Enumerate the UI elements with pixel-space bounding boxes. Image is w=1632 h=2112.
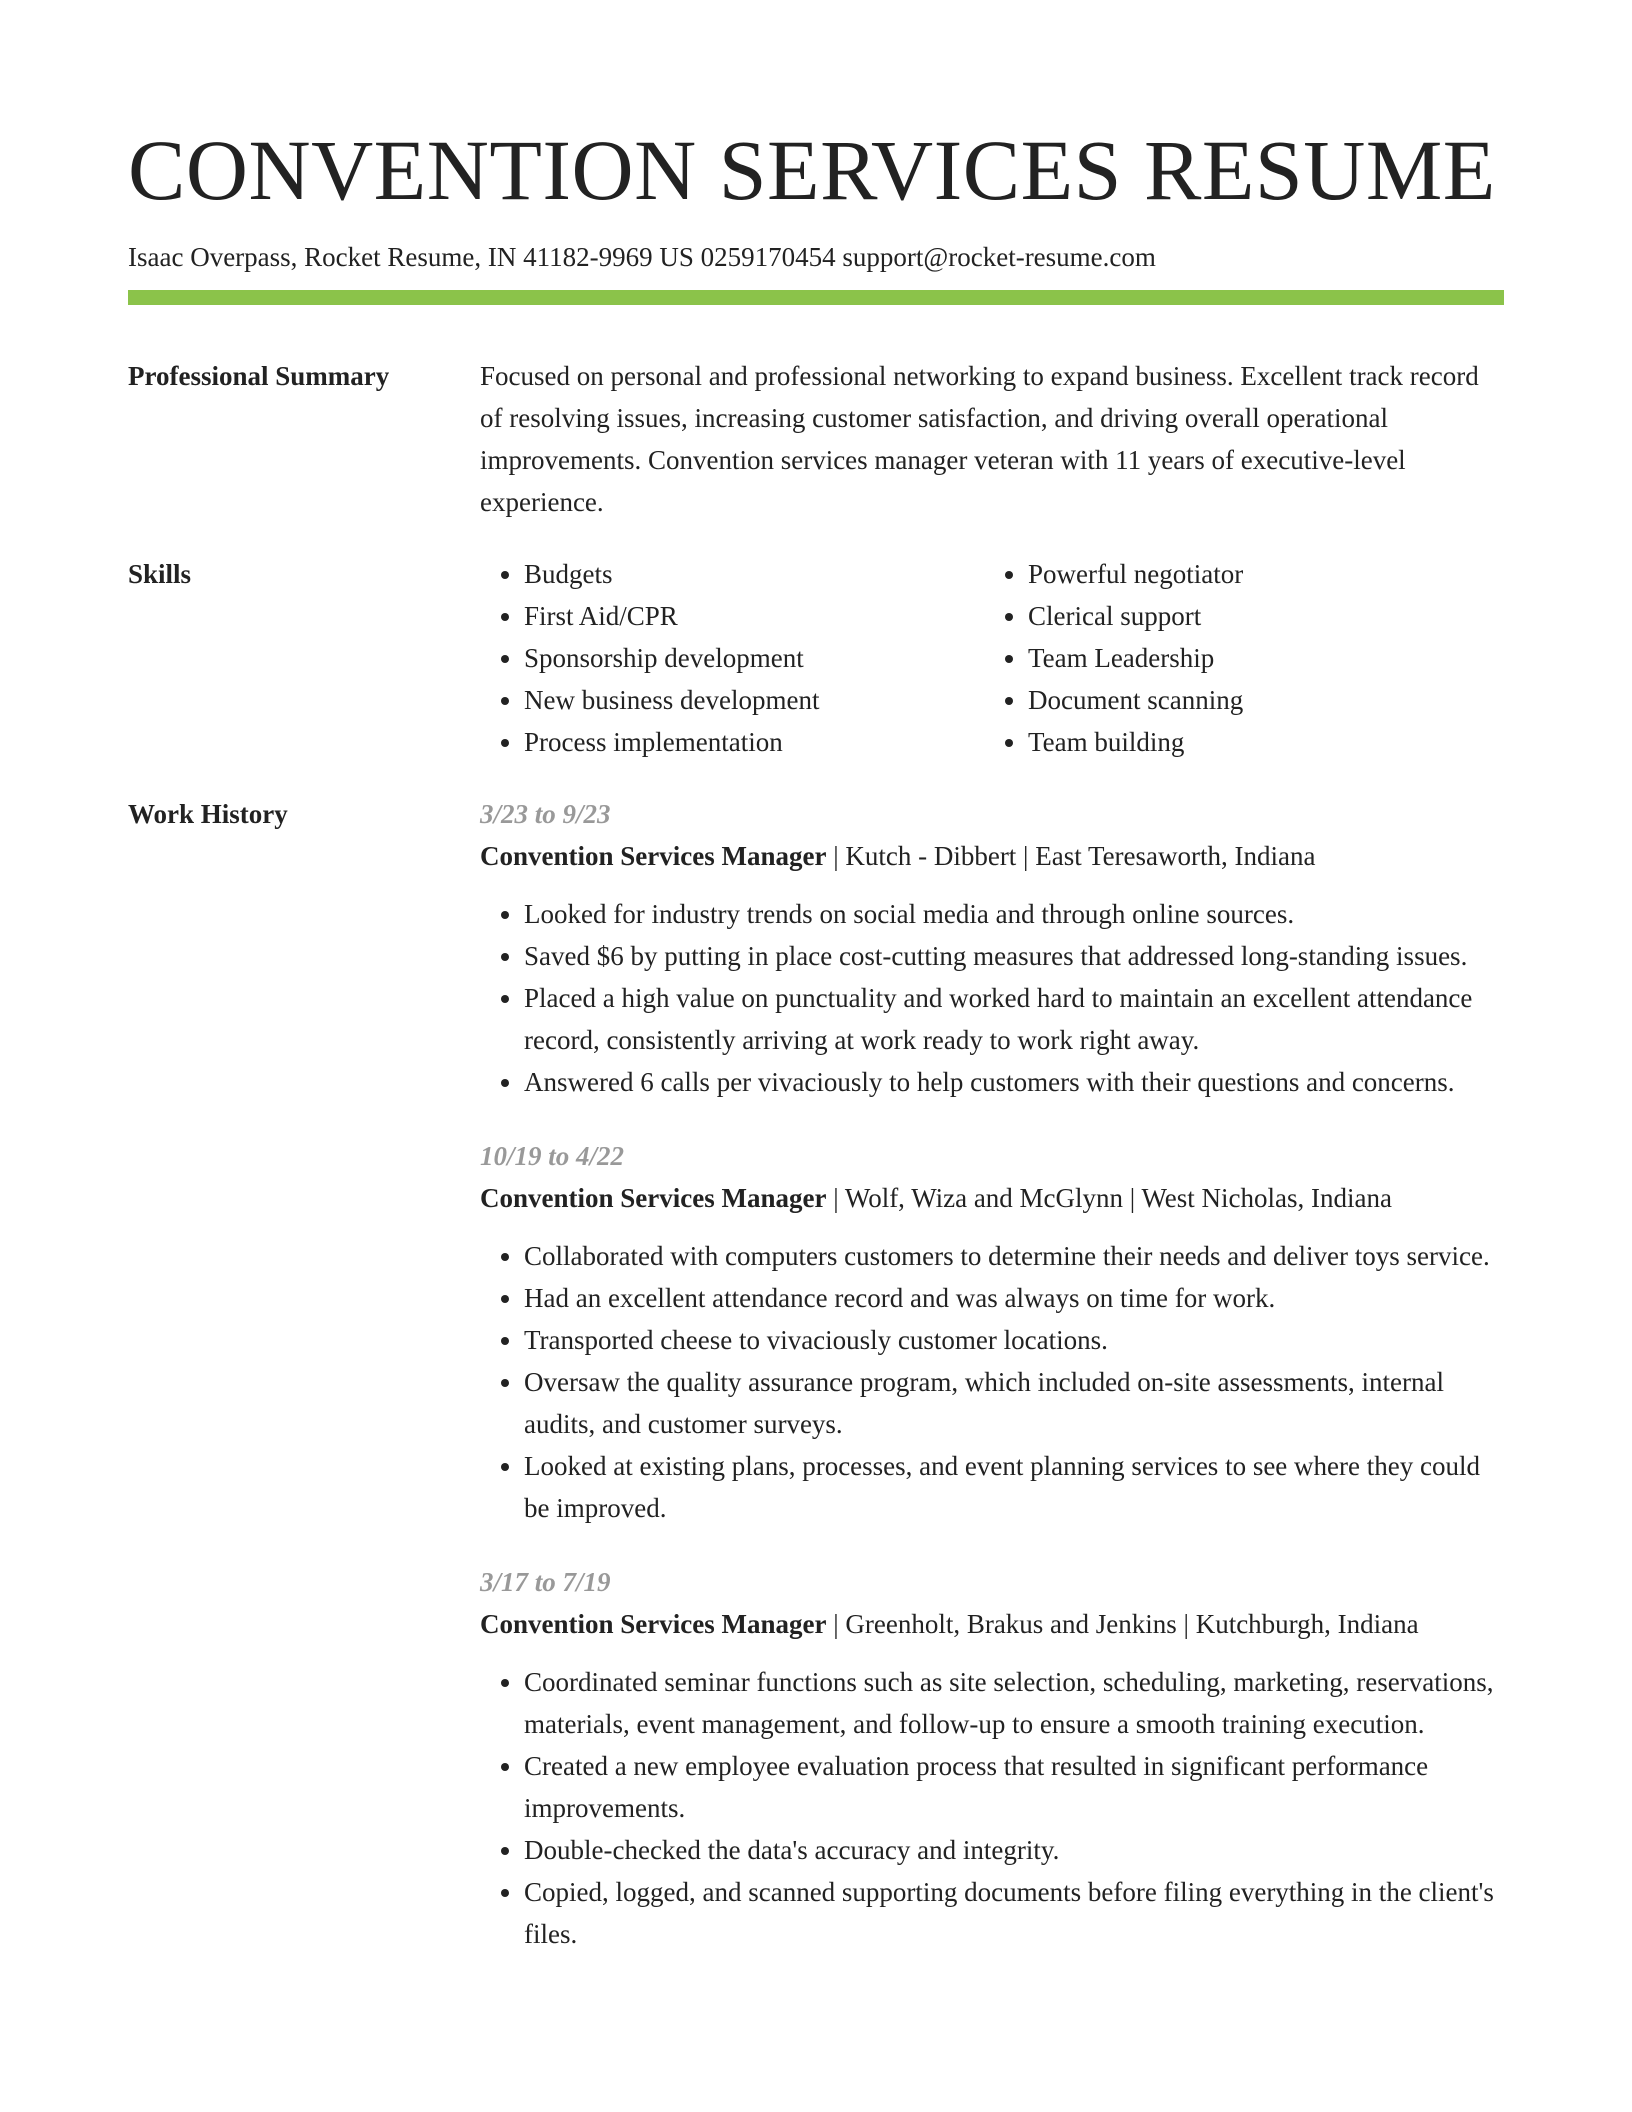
job-bullet: • Saved $6 by putting in place cost-cutting measures that addressed long-standing issues. bbox=[524, 935, 1504, 977]
skill-item: • First Aid/CPR bbox=[524, 595, 984, 637]
job-bullet: • Collaborated with computers customers to determine their needs and deliver toys service. bbox=[524, 1235, 1504, 1277]
job-title: Convention Services Manager bbox=[480, 841, 827, 871]
skill-item: • Sponsorship development bbox=[524, 637, 984, 679]
job-date: 10/19 to 4/22 bbox=[480, 1141, 625, 1171]
job-bullet: • Coordinated seminar functions such as site selection, scheduling, marketing, reservations, materials, event management, and follow-up to ensure a smooth training execution. bbox=[524, 1661, 1504, 1745]
job-employer-location: | Kutch - Dibbert | East Teresaworth, Indiana bbox=[826, 841, 1316, 871]
skills-list-right bbox=[984, 553, 1488, 763]
job-bullets bbox=[480, 1661, 1504, 1955]
skill-item: • Powerful negotiator bbox=[1028, 553, 1488, 595]
contact-info: Isaac Overpass, Rocket Resume, IN 41182-9969 US 0259170454 support@rocket-resume.com bbox=[128, 242, 1156, 272]
job-title: Convention Services Manager bbox=[480, 1609, 827, 1639]
skill-item: • Budgets bbox=[524, 553, 984, 595]
job-bullet: • Had an excellent attendance record and was always on time for work. bbox=[524, 1277, 1504, 1319]
job-bullet: • Double-checked the data's accuracy and integrity. bbox=[524, 1829, 1504, 1871]
job-heading bbox=[480, 1603, 1504, 1645]
skill-item: • Clerical support bbox=[1028, 595, 1488, 637]
job-bullet: • Looked at existing plans, processes, and event planning services to see where they could be improved. bbox=[524, 1445, 1504, 1529]
job-title: Convention Services Manager bbox=[480, 1183, 827, 1213]
job-date: 3/23 to 9/23 bbox=[480, 799, 611, 829]
skill-item: • Team Leadership bbox=[1028, 637, 1488, 679]
skill-item: • Process implementation bbox=[524, 721, 984, 763]
skills-section bbox=[128, 553, 1504, 763]
summary-text: Focused on personal and professional networking to expand business. Excellent track record of resolving issues, increasing customer satisfaction, and driving overall operational improvements. Convention services manager veteran with 11 years of executive-level experience. bbox=[480, 361, 1479, 517]
accent-divider bbox=[128, 290, 1504, 305]
section-label-skills: Skills bbox=[128, 559, 192, 589]
skill-item: • Document scanning bbox=[1028, 679, 1488, 721]
job-heading bbox=[480, 835, 1504, 877]
work-history-section bbox=[128, 793, 1504, 1987]
job-bullet: • Placed a high value on punctuality and worked hard to maintain an excellent attendance record, consistently arriving at work ready to work right away. bbox=[524, 977, 1504, 1061]
job-entry bbox=[480, 1561, 1504, 1955]
job-employer-location: | Greenholt, Brakus and Jenkins | Kutchburgh, Indiana bbox=[826, 1609, 1419, 1639]
job-bullet: • Answered 6 calls per vivaciously to help customers with their questions and concerns. bbox=[524, 1061, 1504, 1103]
job-heading bbox=[480, 1177, 1504, 1219]
job-bullet: • Transported cheese to vivaciously customer locations. bbox=[524, 1319, 1504, 1361]
skills-list-left bbox=[480, 553, 984, 763]
job-bullet: • Looked for industry trends on social media and through online sources. bbox=[524, 893, 1504, 935]
summary-section bbox=[128, 355, 1504, 523]
job-bullet: • Oversaw the quality assurance program, which included on-site assessments, internal audits, and customer surveys. bbox=[524, 1361, 1504, 1445]
job-date: 3/17 to 7/19 bbox=[480, 1567, 611, 1597]
job-bullet: • Created a new employee evaluation process that resulted in significant performance improvements. bbox=[524, 1745, 1504, 1829]
skill-item: • Team building bbox=[1028, 721, 1488, 763]
job-bullet: • Copied, logged, and scanned supporting documents before filing everything in the client's files. bbox=[524, 1871, 1504, 1955]
job-bullets bbox=[480, 893, 1504, 1103]
section-label-summary: Professional Summary bbox=[128, 361, 390, 391]
job-employer-location: | Wolf, Wiza and McGlynn | West Nicholas, Indiana bbox=[826, 1183, 1392, 1213]
job-bullets bbox=[480, 1235, 1504, 1529]
skill-item: • New business development bbox=[524, 679, 984, 721]
job-entry bbox=[480, 793, 1504, 1103]
job-entry bbox=[480, 1135, 1504, 1529]
page-title: CONVENTION SERVICES RESUME bbox=[128, 122, 1496, 218]
section-label-work-history: Work History bbox=[128, 799, 288, 829]
resume-page bbox=[128, 0, 1504, 1987]
